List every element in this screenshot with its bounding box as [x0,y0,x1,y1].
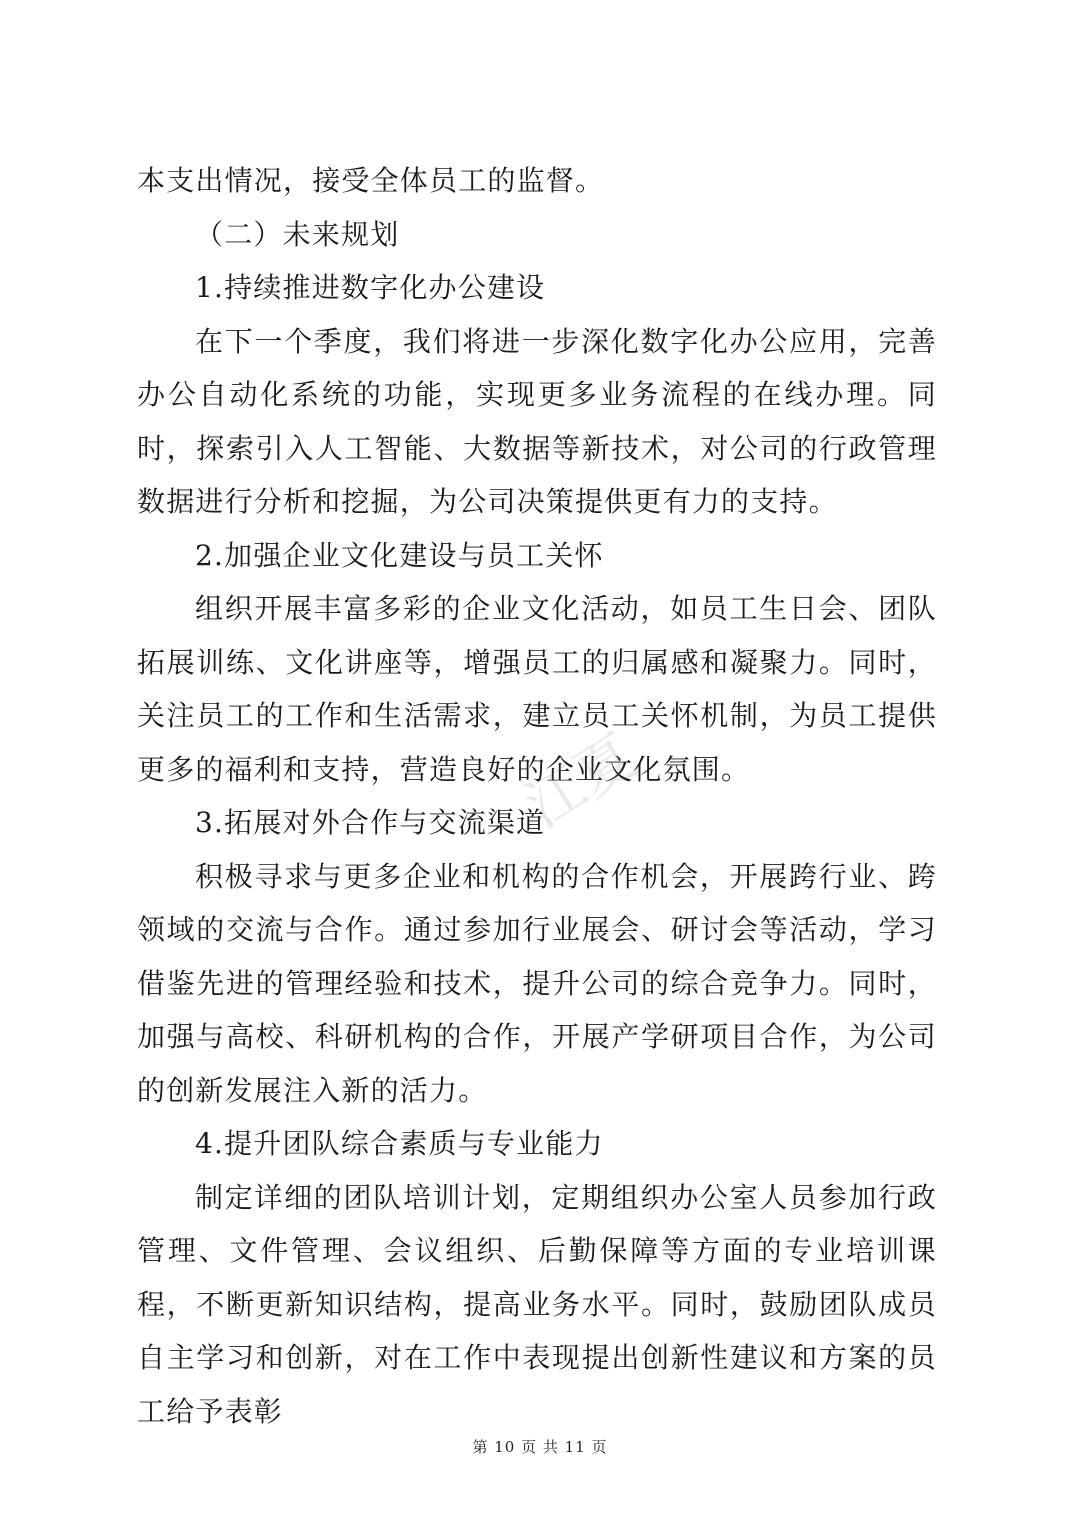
subheading-external-cooperation: 3.拓展对外合作与交流渠道 [195,806,546,839]
paragraph-corporate-culture: 组织开展丰富多彩的企业文化活动，如员工生日会、团队拓展训练、文化讲座等，增强员工的归属感和凝聚力。同时，关注员工的工作和生活需求，建立员工关怀机制，为员工提供更多的福利和支持，营造良好的企业文化氛围。 [137,592,937,786]
paragraph-continuation: 本支出情况，接受全体员工的监督。 [137,164,605,197]
subheading-team-capability: 4.提升团队综合素质与专业能力 [195,1127,604,1160]
subheading-digital-office: 1.持续推进数字化办公建设 [195,271,546,304]
paragraph-external-cooperation: 积极寻求与更多企业和机构的合作机会，开展跨行业、跨领域的交流与合作。通过参加行业展会、研讨会等活动，学习借鉴先进的管理经验和技术，提升公司的综合竞争力。同时，加强与高校、科研机构的合作，开展产学研项目合作，为公司的创新发展注入新的活力。 [137,859,937,1107]
document-body [137,154,937,1438]
page-number-footer: 第 10 页 共 11 页 [472,1438,608,1456]
paragraph-digital-office: 在下一个季度，我们将进一步深化数字化办公应用，完善办公自动化系统的功能，实现更多业务流程的在线办理。同时，探索引入人工智能、大数据等新技术，对公司的行政管理数据进行分析和挖掘，为公司决策提供更有力的支持。 [137,324,937,518]
section-heading-future-plan: （二）未来规划 [195,217,400,251]
subheading-corporate-culture: 2.加强企业文化建设与员工关怀 [195,538,604,572]
paragraph-team-capability: 制定详细的团队培训计划，定期组织办公室人员参加行政管理、文件管理、会议组织、后勤保障等方面的专业培训课程，不断更新知识结构，提高业务水平。同时，鼓励团队成员自主学习和创新，对在工作中表现提出创新性建议和方案的员工给予表彰 [137,1180,937,1428]
watermark-text: 江夏 [513,721,648,841]
